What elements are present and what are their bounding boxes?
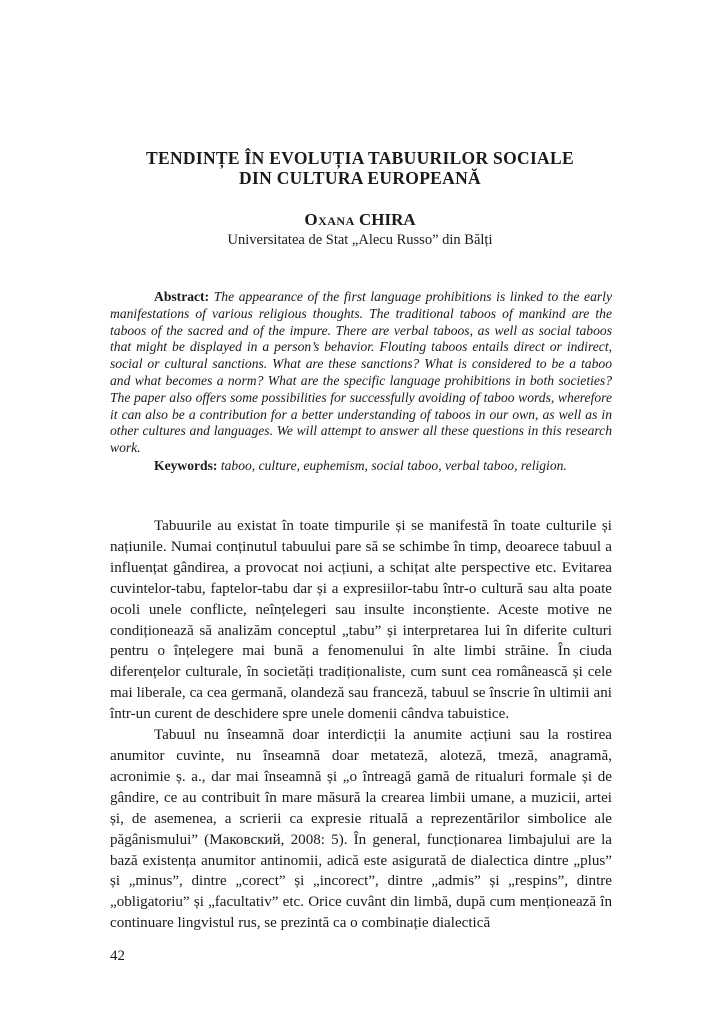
body-paragraph-2: Tabuul nu înseamnă doar interdicții la anumite acțiuni sau la rostirea anumitor cuvinte, nu înseamnă doar metateză, aloteză, tmeză, anagramă, acronimie ș. a., dar mai înseamnă și „o întreagă gamă de ritualuri formale și de gândire, ce au contribuit în mare măsură la crearea limbii umane, a muzicii, artei și, de asemenea, a scrierii ca expresie rituală a reprezentărilor simbolice ale păgânismului” (Маковский, 2008: 5). În general, funcționarea limbajului are la bază existența anumitor antinomii, adică este asigurată de dialectica dintre „plus” și „minus”, dintre „corect” și „incorect”, dintre „admis” și „respins”, dintre „obligatoriu” și „facultativ” etc. Orice cuvânt din limbă, după cum menționează în continuare lingvistul rus, se prezintă ca o combinație dialectică bbox=[110, 727, 612, 932]
author-name bbox=[110, 210, 610, 230]
author-given-name: Oxana bbox=[304, 210, 355, 229]
body-text bbox=[110, 516, 612, 934]
title-line-1: TENDINȚE ÎN EVOLUȚIA TABUURILOR SOCIALE bbox=[146, 148, 574, 168]
keywords bbox=[110, 458, 612, 475]
title-line-2: DIN CULTURA EUROPEANĂ bbox=[239, 168, 481, 188]
keywords-text: taboo, culture, euphemism, social taboo, verbal taboo, religion. bbox=[220, 458, 567, 473]
author-family-name: CHIRA bbox=[358, 210, 416, 229]
keywords-label: Keywords: bbox=[154, 458, 218, 473]
body-paragraph-1: Tabuurile au existat în toate timpurile și se manifestă în toate culturile și națiunile. Numai conținutul tabuului pare să se schimbe în timp, deoarece tabuul a influențat gândirea, a provocat noi acțiuni, a schițat alte perspective etc. Evitarea cuvintelor-tabu, faptelor-tabu dar și a expresiilor-tabu într-o cultură sau alta poate ocoli unele conflicte, neînțelegeri sau insulte inconștiente. Aceste motive ne condiționează să analizăm conceptul „tabu” și interpretarea lui în diferite culturi pentru o înțelegere mai bună a fenomenului în alte limbi străine. În ciuda diferențelor culturale, în societăți tradiționaliste, cum sunt cea românească și cele mai liberale, ca cea germană, olandeză sau franceză, tabuul se înscrie în ultimii ani într-un curent de deschidere spre unele domenii cândva tabuistice. bbox=[110, 518, 612, 723]
abstract-label: Abstract: bbox=[154, 289, 210, 304]
article-title bbox=[110, 148, 610, 188]
abstract-text: The appearance of the first language prohibitions is linked to the early manifestations of various religious thoughts. The traditional taboos of mankind are the taboos of the sacred and of the impure. There are verbal taboos, as well as social taboos that might be displayed in a person’s behavior. Flouting taboos entails direct or indirect, social or cultural sanctions. What are these sanctions? What is considered to be a taboo and what becomes a norm? What are the specific language prohibitions in both societies? The paper also offers some possibilities for successfully avoiding of taboo words, wherefore it can also be a contribution for a better understanding of taboos in our own, as well as in other cultures and languages. We will attempt to answer all these questions in this research work. bbox=[110, 289, 612, 456]
abstract bbox=[110, 289, 612, 457]
author-affiliation: Universitatea de Stat „Alecu Russo” din Bălți bbox=[227, 232, 493, 248]
page-number: 42 bbox=[110, 948, 125, 964]
